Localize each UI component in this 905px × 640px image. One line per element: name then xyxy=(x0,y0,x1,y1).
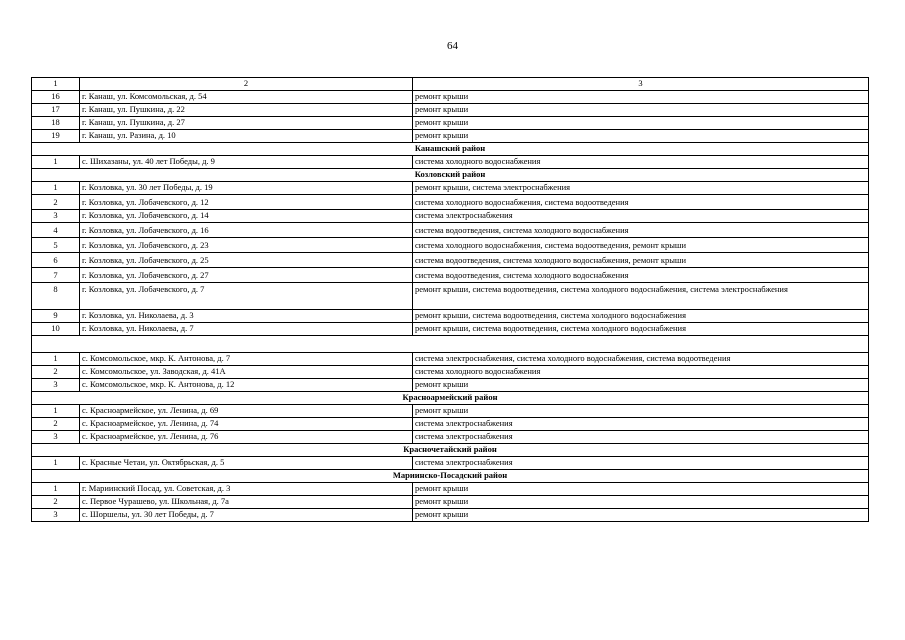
district-section-row xyxy=(32,392,869,405)
row-number: 3 xyxy=(32,210,80,223)
district-section-row xyxy=(32,444,869,457)
address-cell: с. Красноармейское, ул. Ленина, д. 69 xyxy=(80,405,413,418)
row-number: 1 xyxy=(32,483,80,496)
work-type-cell: система электроснабжения xyxy=(413,418,869,431)
district-name: Красночетайский район xyxy=(32,444,869,457)
district-section-row xyxy=(32,470,869,483)
work-type-cell: система холодного водоснабжения xyxy=(413,366,869,379)
table-row xyxy=(32,366,869,379)
work-type-cell: ремонт крыши xyxy=(413,104,869,117)
address-cell: с. Шоршелы, ул. 30 лет Победы, д. 7 xyxy=(80,509,413,522)
row-number: 3 xyxy=(32,431,80,444)
work-type-cell: система водоотведения, система холодного водоснабжения, ремонт крыши xyxy=(413,253,869,268)
blank-separator-row xyxy=(32,336,869,353)
row-number: 2 xyxy=(32,366,80,379)
table-row xyxy=(32,323,869,336)
row-number: 1 xyxy=(32,156,80,169)
row-number: 9 xyxy=(32,310,80,323)
address-cell: г. Канаш, ул. Пушкина, д. 22 xyxy=(80,104,413,117)
table-row xyxy=(32,130,869,143)
work-type-cell: ремонт крыши, система водоотведения, система холодного водоснабжения, система электроснабжения xyxy=(413,283,869,310)
table-row xyxy=(32,210,869,223)
address-cell: с. Шихазаны, ул. 40 лет Победы, д. 9 xyxy=(80,156,413,169)
row-number: 6 xyxy=(32,253,80,268)
work-type-cell: система холодного водоснабжения xyxy=(413,156,869,169)
address-cell: с. Первое Чурашево, ул. Школьная, д. 7а xyxy=(80,496,413,509)
work-type-cell: система холодного водоснабжения, система водоотведения, ремонт крыши xyxy=(413,238,869,253)
table-row xyxy=(32,182,869,195)
row-number: 17 xyxy=(32,104,80,117)
address-cell: с. Комсомольское, мкр. К. Антонова, д. 12 xyxy=(80,379,413,392)
work-type-cell: система электроснабжения xyxy=(413,431,869,444)
address-cell: г. Козловка, ул. Лобачевского, д. 25 xyxy=(80,253,413,268)
table-row xyxy=(32,509,869,522)
address-cell: г. Козловка, ул. Лобачевского, д. 7 xyxy=(80,283,413,310)
address-cell: с. Комсомольское, мкр. К. Антонова, д. 7 xyxy=(80,353,413,366)
address-cell: г. Козловка, ул. 30 лет Победы, д. 19 xyxy=(80,182,413,195)
work-type-cell: система электроснабжения xyxy=(413,210,869,223)
repair-register-table xyxy=(31,77,869,522)
table-row xyxy=(32,431,869,444)
row-number: 5 xyxy=(32,238,80,253)
table-row xyxy=(32,195,869,210)
column-header-2: 2 xyxy=(80,78,413,91)
address-cell: г. Козловка, ул. Лобачевского, д. 27 xyxy=(80,268,413,283)
row-number: 3 xyxy=(32,379,80,392)
work-type-cell: ремонт крыши, система водоотведения, система холодного водоснабжения xyxy=(413,310,869,323)
row-number: 1 xyxy=(32,182,80,195)
address-cell: г. Козловка, ул. Лобачевского, д. 12 xyxy=(80,195,413,210)
row-number: 3 xyxy=(32,509,80,522)
table-row xyxy=(32,223,869,238)
work-type-cell: ремонт крыши xyxy=(413,379,869,392)
work-type-cell: ремонт крыши xyxy=(413,117,869,130)
address-cell: г. Козловка, ул. Лобачевского, д. 16 xyxy=(80,223,413,238)
work-type-cell: ремонт крыши xyxy=(413,509,869,522)
table-row xyxy=(32,418,869,431)
table-row xyxy=(32,156,869,169)
address-cell: г. Канаш, ул. Пушкина, д. 27 xyxy=(80,117,413,130)
work-type-cell: ремонт крыши xyxy=(413,496,869,509)
table-row xyxy=(32,104,869,117)
column-header-1: 1 xyxy=(32,78,80,91)
table-row xyxy=(32,253,869,268)
address-cell: г. Козловка, ул. Николаева, д. 7 xyxy=(80,323,413,336)
address-cell: с. Красноармейское, ул. Ленина, д. 74 xyxy=(80,418,413,431)
table-row xyxy=(32,379,869,392)
row-number: 2 xyxy=(32,195,80,210)
row-number: 4 xyxy=(32,223,80,238)
district-name: Козловский район xyxy=(32,169,869,182)
table-row xyxy=(32,91,869,104)
work-type-cell: система водоотведения, система холодного водоснабжения xyxy=(413,223,869,238)
table-row xyxy=(32,283,869,310)
work-type-cell: ремонт крыши xyxy=(413,91,869,104)
page-number: 64 xyxy=(447,40,458,52)
row-number: 1 xyxy=(32,353,80,366)
address-cell: с. Красные Четаи, ул. Октябрьская, д. 5 xyxy=(80,457,413,470)
row-number: 10 xyxy=(32,323,80,336)
address-cell: г. Козловка, ул. Николаева, д. 3 xyxy=(80,310,413,323)
row-number: 2 xyxy=(32,418,80,431)
district-section-row xyxy=(32,143,869,156)
work-type-cell: ремонт крыши xyxy=(413,483,869,496)
work-type-cell: система электроснабжения, система холодного водоснабжения, система водоотведения xyxy=(413,353,869,366)
column-header-3: 3 xyxy=(413,78,869,91)
work-type-cell: ремонт крыши xyxy=(413,130,869,143)
table-row xyxy=(32,483,869,496)
row-number: 7 xyxy=(32,268,80,283)
address-cell: г. Козловка, ул. Лобачевского, д. 14 xyxy=(80,210,413,223)
table-row xyxy=(32,268,869,283)
table-row xyxy=(32,117,869,130)
row-number: 19 xyxy=(32,130,80,143)
address-cell: г. Канаш, ул. Разина, д. 10 xyxy=(80,130,413,143)
work-type-cell: система водоотведения, система холодного водоснабжения xyxy=(413,268,869,283)
district-name: Красноармейский район xyxy=(32,392,869,405)
row-number: 1 xyxy=(32,405,80,418)
table-row xyxy=(32,457,869,470)
column-number-row xyxy=(32,78,869,91)
work-type-cell: ремонт крыши, система электроснабжения xyxy=(413,182,869,195)
table-row xyxy=(32,353,869,366)
row-number: 16 xyxy=(32,91,80,104)
district-name: Канашский район xyxy=(32,143,869,156)
work-type-cell: ремонт крыши xyxy=(413,405,869,418)
table-row xyxy=(32,405,869,418)
row-number: 18 xyxy=(32,117,80,130)
address-cell: г. Козловка, ул. Лобачевского, д. 23 xyxy=(80,238,413,253)
work-type-cell: система электроснабжения xyxy=(413,457,869,470)
address-cell: с. Комсомольское, ул. Заводская, д. 41А xyxy=(80,366,413,379)
district-section-row xyxy=(32,169,869,182)
address-cell: г. Мариинский Посад, ул. Советская, д. 3 xyxy=(80,483,413,496)
address-cell: г. Канаш, ул. Комсомольская, д. 54 xyxy=(80,91,413,104)
district-name xyxy=(32,336,869,353)
row-number: 2 xyxy=(32,496,80,509)
row-number: 8 xyxy=(32,283,80,310)
address-cell: с. Красноармейское, ул. Ленина, д. 76 xyxy=(80,431,413,444)
table-row xyxy=(32,496,869,509)
table-row xyxy=(32,238,869,253)
district-name: Мариинско-Посадский район xyxy=(32,470,869,483)
work-type-cell: ремонт крыши, система водоотведения, система холодного водоснабжения xyxy=(413,323,869,336)
work-type-cell: система холодного водоснабжения, система водоотведения xyxy=(413,195,869,210)
table-row xyxy=(32,310,869,323)
row-number: 1 xyxy=(32,457,80,470)
